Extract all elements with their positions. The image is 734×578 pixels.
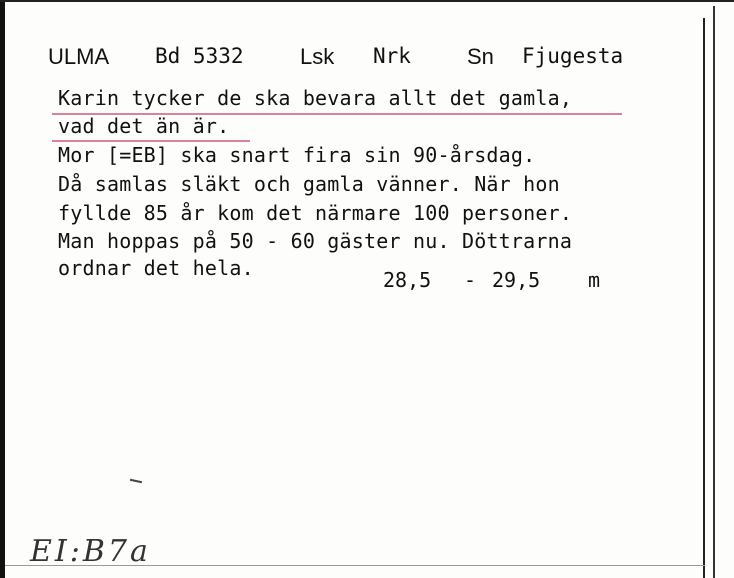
- text-line: vad det än är.: [58, 114, 230, 138]
- region-lsk: Lsk: [300, 44, 335, 69]
- text-line: Mor [=EB] ska snart fira sin 90-årsdag.: [58, 143, 536, 167]
- text-line: fyllde 85 år kom det närmare 100 personer.: [58, 201, 573, 225]
- text-line: ordnar det hela.: [58, 256, 254, 280]
- pencil-mark: [130, 479, 142, 483]
- depth-dash: -: [464, 268, 477, 292]
- right-vertical-rule: [703, 18, 705, 578]
- text-line: Då samlas släkt och gamla vänner. När hon: [58, 172, 560, 196]
- right-outer-rule: [713, 6, 715, 578]
- archive-code: ULMA: [48, 44, 110, 69]
- parish-name: Fjugesta: [522, 44, 624, 68]
- depth-from: 28,5: [383, 268, 432, 292]
- text-line: Karin tycker de ska bevara allt det gamla,: [58, 86, 573, 110]
- text-line: Man hoppas på 50 - 60 gäster nu. Döttrarna: [58, 229, 573, 253]
- depth-unit: m: [588, 268, 601, 292]
- parish-label: Sn: [467, 44, 494, 69]
- highlight-underline: [52, 140, 250, 142]
- handwritten-reference: EI:B7a: [30, 534, 151, 569]
- depth-to: 29,5: [492, 268, 541, 292]
- card-left-edge: [0, 0, 5, 578]
- volume-number: Bd 5332: [155, 44, 244, 68]
- card-top-edge: [0, 0, 734, 2]
- region-nrk: Nrk: [373, 44, 411, 68]
